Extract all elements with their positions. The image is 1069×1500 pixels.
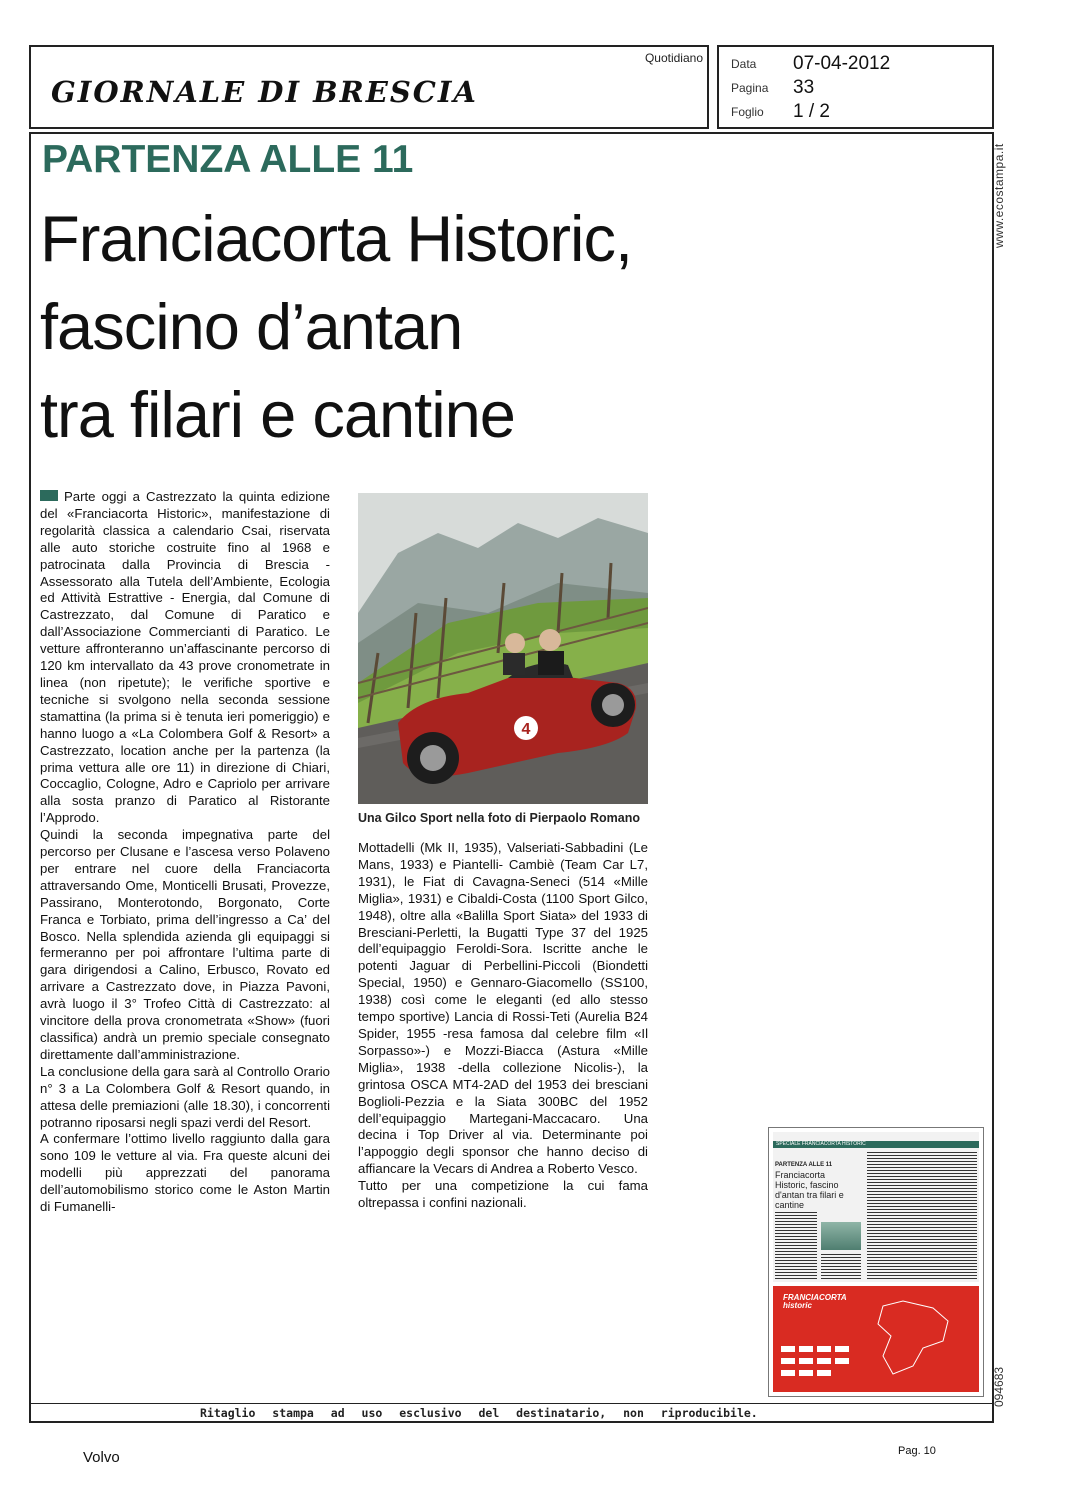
pagina-label: Pagina: [731, 81, 769, 95]
ecostampa-url: www.ecostampa.it: [992, 143, 1006, 248]
paragraph: [40, 489, 330, 827]
thumbnail-article: [773, 1132, 979, 1282]
foglio-value: 1 / 2: [793, 101, 830, 122]
data-value: 07-04-2012: [793, 53, 891, 74]
newspaper-masthead: GIORNALE DI BRESCIA: [51, 75, 478, 109]
metadata-box: [717, 45, 994, 129]
article-column-1: [40, 489, 330, 1216]
paragraph: Tutto per una competizione la cui fama oltrepassa i confini nazionali.: [358, 1178, 648, 1211]
article-column-2: [358, 840, 648, 1212]
article-kicker: PARTENZA ALLE 11: [42, 138, 414, 181]
thumbnail-photo: [821, 1222, 861, 1250]
photo-caption: Una Gilco Sport nella foto di Pierpaolo Romano: [358, 811, 640, 825]
thumbnail-kicker: PARTENZA ALLE 11: [775, 1162, 833, 1168]
headline-line-2: fascino d’antan: [40, 290, 463, 363]
thumbnail-text-col: [775, 1212, 817, 1280]
article-photo: [358, 493, 648, 804]
paragraph: A confermare l’ottimo livello raggiunto dalla gara sono 109 le vetture al via. Fra queste alcuni dei modelli più apprezzati del panorama dell’automobilismo storico come le Aston Martin di Fumanelli-: [40, 1131, 330, 1215]
page-number: Pag. 10: [898, 1445, 936, 1457]
headline-line-3: tra filari e cantine: [40, 378, 515, 451]
thumbnail-bar-text: SPECIALE FRANCIACORTA HISTORIC: [776, 1141, 866, 1147]
paragraph: La conclusione della gara sarà al Controllo Orario n° 3 a La Colombera Golf & Resort quando, in attesa delle premiazioni (alle 18.30), i concorrenti potranno riposarsi negli spazi verdi del Resort.: [40, 1063, 330, 1130]
car-number: 4: [521, 721, 531, 738]
thumbnail-route-map: [773, 1286, 979, 1392]
clipping-code: 094683: [992, 1366, 1006, 1407]
thumbnail-title: [775, 1160, 860, 1210]
reproduction-disclaimer: Ritaglio stampa ad uso esclusivo del destinatario, non riproducibile.: [200, 1406, 758, 1420]
page-thumbnail: [768, 1127, 984, 1397]
thumbnail-ad: [773, 1286, 979, 1392]
thumbnail-text-col: [821, 1254, 861, 1280]
thumbnail-brand: FRANCIACORTA historic: [783, 1293, 847, 1310]
article-headline: [40, 195, 632, 459]
thumbnail-headline: Franciacorta Historic, fascino d'antan tra filari e cantine: [775, 1170, 844, 1210]
lead-square-icon: [40, 490, 58, 501]
paragraph: Mottadelli (Mk II, 1935), Valseriati-Sabbadini (Le Mans, 1933) e Piantelli- Cambiè (Team Car L7, 1931), le Fiat di Cavagna-Seneci (514 «Mille Miglia», 1931) e Cibaldi-Costa (1100 Sport Gilco, 1948), oltre alla «Balilla Sport Siata» del 1933 di Bresciani-Perletti, la Bugatti Type 37 del 1925 dell’equipaggio Feroldi-Sora. Iscritte anche le potenti Jaguar di Perbellini-Piccoli (Biondetti Special, 1950) e Gennaro-Giacomello (SS100, 1938) così come le eleganti (ed allo stesso tempo sportive) Lancia di Rossi-Teti (Aurelia B24 Spider, 1955 -resa famosa dal celebre film «Il Sorpasso»-) e Mozzi-Biacca (Astura «Mille Miglia», 1938 -della collezione Nicolis-), la grintosa OSCA MT4-2AD del 1953 dei bresciani Boglioli-Pezzia e la Siata 300BC del 1952 dell’equipaggio Martegani-Maccacaro. Una decina i Top Driver al via. Determinante poi l’appoggio degli sponsor che hanno deciso di affiancare la Vecars di Andrea a Roberto Vesco.: [358, 840, 648, 1177]
thumbnail-table: [867, 1152, 977, 1280]
client-name: Volvo: [83, 1449, 120, 1466]
publication-type: Quotidiano: [644, 51, 703, 65]
masthead-box: [29, 45, 709, 129]
foglio-label: Foglio: [731, 105, 764, 119]
paragraph-text: Parte oggi a Castrezzato la quinta edizione del «Franciacorta Historic», manifestazione di regolarità classica a calendario Csai, riservata alle auto storiche costruite fino al 1968 e patrocinata dalla Provincia di Brescia - Assessorato alla Tutela dell’Ambiente, Ecologia ed Attività Estrattive - Energia, dal Comune di Castrezzato, dal Comune di Paratico e dall’Associazione Commercianti di Paratico. Le vetture affronteranno un’affascinante percorso di 120 km intervallato da 43 prove cronometrate in linea (non ripetute); le verifiche sportive e tecniche si svolgono nella seconda sessione stamattina (la prima si è tenuta ieri pomeriggio) e hanno luogo a «La Colombera Golf & Resort» a Castrezzato, location anche per la partenza (la prima vettura alle ore 11) in direzione di Chiari, Coccaglio, Cologne, Adro e Capriolo per arrivare alla sosta pranzo di Paratico al Ristorante l’Approdo.: [40, 489, 330, 826]
pagina-value: 33: [793, 77, 815, 98]
data-label: Data: [731, 57, 757, 71]
headline-line-1: Franciacorta Historic,: [40, 202, 633, 275]
thumbnail-bar: [773, 1141, 979, 1148]
paragraph: Quindi la seconda impegnativa parte del percorso per Clusane e l’ascesa verso Polaveno per entrare nel cuore della Franciacorta attraversando Ome, Monticelli Brusati, Provezze, Passirano, Monterotondo, Borgonato, Corte Franca e Torbiato, prima dell’ingresso a Ca’ del Bosco. Nella splendida azienda gli equipaggi si fermeranno per poi affrontare l’ultima parte di gara dirigendosi a Calino, Erbusco, Rovato ed arrivare a Castrezzato dove, in Piazza Pavoni, avrà luogo il 3° Trofeo Città di Castrezzato: al vincitore della prova cronometrata «Show» (fuori classifica) andrà un premio speciale consegnato direttamente dall’amministrazione.: [40, 827, 330, 1062]
